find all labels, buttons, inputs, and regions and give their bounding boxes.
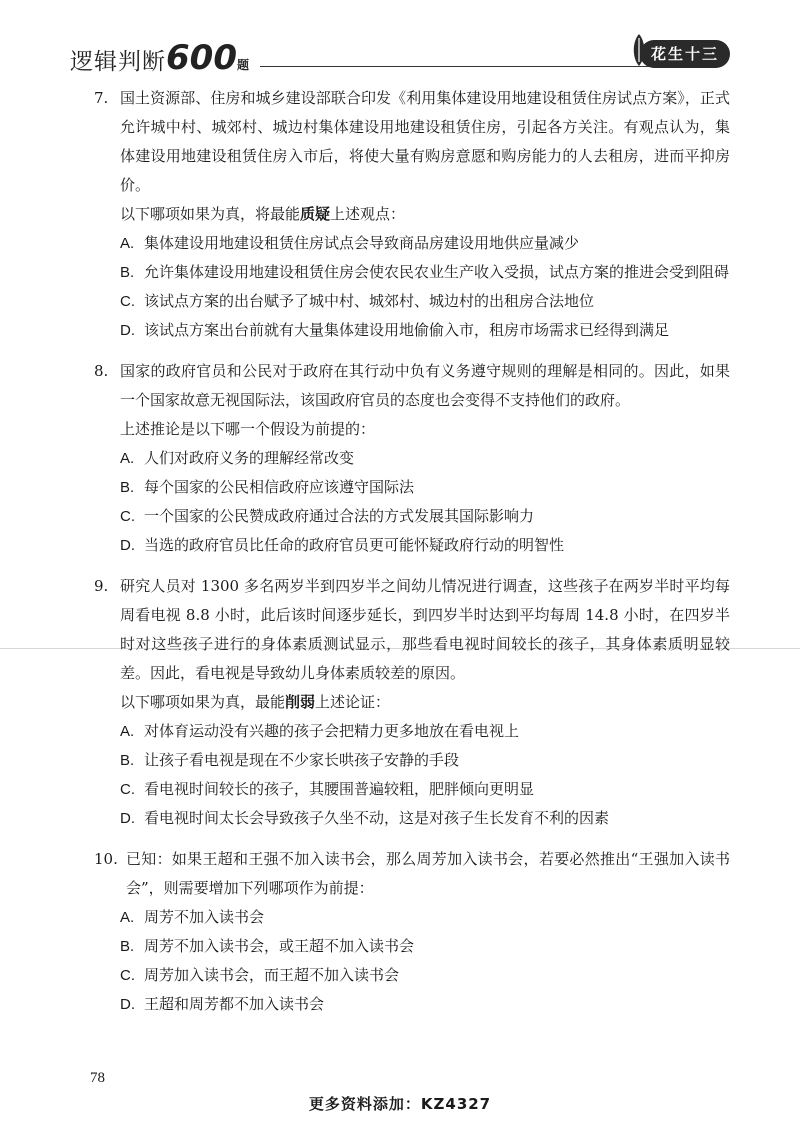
question-stem: 国土资源部、住房和城乡建设部联合印发《利用集体建设用地建设租赁住房试点方案》，正式允许城中村、城郊村、城边村集体建设用地建设租赁住房，引起各方关注。有观点认为，集体建设用地建设租赁住房入市后，将使大量有购房意愿和购房能力的人去租房，进而平抑房价。: [120, 89, 730, 194]
question-stem: 已知：如果王超和王强不加入读书会，那么周芳加入读书会，若要必然推出“王强加入读书会”，则需要增加下列哪项作为前提：: [126, 850, 730, 897]
option-text: 周芳加入读书会，而王超不加入读书会: [144, 966, 400, 984]
option-text: 人们对政府义务的理解经常改变: [144, 449, 355, 467]
option-letter: C.: [120, 967, 135, 984]
options-list: [120, 444, 730, 560]
option-d: [120, 316, 730, 345]
option-c: [120, 287, 730, 316]
question-10: [94, 845, 730, 1019]
question-number: 8.: [94, 362, 109, 380]
option-b: [120, 746, 730, 775]
brand-logo: [630, 40, 730, 70]
option-letter: D.: [120, 537, 135, 554]
option-letter: D.: [120, 322, 135, 339]
option-letter: B.: [120, 264, 135, 281]
option-b: [120, 932, 730, 961]
option-letter: C.: [120, 508, 135, 525]
footer-note: 更多资料添加：KZ4327: [308, 1095, 492, 1113]
book-title-number: 600: [166, 38, 237, 78]
options-list: [120, 903, 730, 1019]
question-7: [94, 84, 730, 345]
option-d: [120, 990, 730, 1019]
option-letter: D.: [120, 810, 135, 827]
option-text: 看电视时间较长的孩子，其腰围普遍较粗，肥胖倾向更明显: [144, 780, 535, 798]
option-letter: B.: [120, 752, 135, 769]
option-a: [120, 717, 730, 746]
prompt-keyword: 质疑: [300, 205, 331, 223]
option-text: 当选的政府官员比任命的政府官员更可能怀疑政府行动的明智性: [144, 536, 565, 554]
option-d: [120, 531, 730, 560]
option-text: 周芳不加入读书会: [144, 908, 265, 926]
book-title-suffix: 题: [236, 58, 250, 72]
question-number: 10.: [94, 850, 118, 868]
prompt-text: 上述论证：: [315, 693, 391, 711]
option-text: 每个国家的公民相信政府应该遵守国际法: [144, 478, 415, 496]
option-text: 该试点方案出台前就有大量集体建设用地偷偷入市，租房市场需求已经得到满足: [144, 321, 670, 339]
option-b: [120, 258, 730, 287]
option-letter: B.: [120, 479, 135, 496]
book-title: [70, 38, 250, 78]
option-a: [120, 444, 730, 473]
question-prompt: [120, 200, 730, 229]
questions-content: [94, 84, 730, 1031]
prompt-keyword: 削弱: [285, 693, 316, 711]
page-number: 78: [90, 1070, 105, 1086]
option-a: [120, 903, 730, 932]
option-text: 集体建设用地建设租赁住房试点会导致商品房建设用地供应量减少: [144, 234, 580, 252]
question-9: [94, 572, 730, 833]
page-header: [70, 30, 730, 76]
option-text: 对体育运动没有兴趣的孩子会把精力更多地放在看电视上: [144, 722, 520, 740]
question-stem: 国家的政府官员和公民对于政府在其行动中负有义务遵守规则的理解是相同的。因此，如果一个国家故意无视国际法，该国政府官员的态度也会变得不支持他们的政府。: [120, 362, 730, 409]
option-letter: A.: [120, 723, 135, 740]
prompt-text: 以下哪项如果为真，最能: [120, 693, 286, 711]
option-a: [120, 229, 730, 258]
option-text: 允许集体建设用地建设租赁住房会使农民农业生产收入受损，试点方案的推进会受到阻碍: [144, 263, 730, 281]
option-letter: C.: [120, 293, 135, 310]
options-list: [120, 717, 730, 833]
option-text: 该试点方案的出台赋予了城中村、城郊村、城边村的出租房合法地位: [144, 292, 595, 310]
question-prompt: [120, 688, 730, 717]
prompt-text: 以下哪项如果为真，将最能: [120, 205, 301, 223]
option-letter: B.: [120, 938, 135, 955]
options-list: [120, 229, 730, 345]
option-letter: C.: [120, 781, 135, 798]
prompt-text: 上述观点：: [330, 205, 406, 223]
question-number: 7.: [94, 89, 109, 107]
option-c: [120, 502, 730, 531]
question-number: 9.: [94, 577, 109, 595]
option-text: 让孩子看电视是现在不少家长哄孩子安静的手段: [144, 751, 460, 769]
option-letter: A.: [120, 909, 135, 926]
brand-name: 花生十三: [640, 40, 730, 68]
question-8: [94, 357, 730, 560]
option-d: [120, 804, 730, 833]
option-c: [120, 775, 730, 804]
option-text: 看电视时间太长会导致孩子久坐不动，这是对孩子生长发育不利的因素: [144, 809, 610, 827]
question-stem: 研究人员对 1300 多名两岁半到四岁半之间幼儿情况进行调查，这些孩子在两岁半时平均每周看电视 8.8 小时，此后该时间逐步延长，到四岁半时达到平均每周 14.8 小时，在四岁半时对这些孩子进行的身体素质测试显示，那些看电视时间较长的孩子，其身体素质明显较差。因此，看电视是导致幼儿身体素质较差的原因。: [120, 577, 730, 682]
option-letter: A.: [120, 450, 135, 467]
option-letter: A.: [120, 235, 135, 252]
option-letter: D.: [120, 996, 135, 1013]
option-text: 周芳不加入读书会，或王超不加入读书会: [144, 937, 415, 955]
book-title-prefix: 逻辑判断: [70, 49, 166, 75]
option-c: [120, 961, 730, 990]
header-rule: [260, 66, 690, 67]
option-text: 一个国家的公民赞成政府通过合法的方式发展其国际影响力: [144, 507, 535, 525]
option-text: 王超和周芳都不加入读书会: [144, 995, 325, 1013]
question-prompt: 上述推论是以下哪一个假设为前提的：: [120, 420, 376, 438]
option-b: [120, 473, 730, 502]
